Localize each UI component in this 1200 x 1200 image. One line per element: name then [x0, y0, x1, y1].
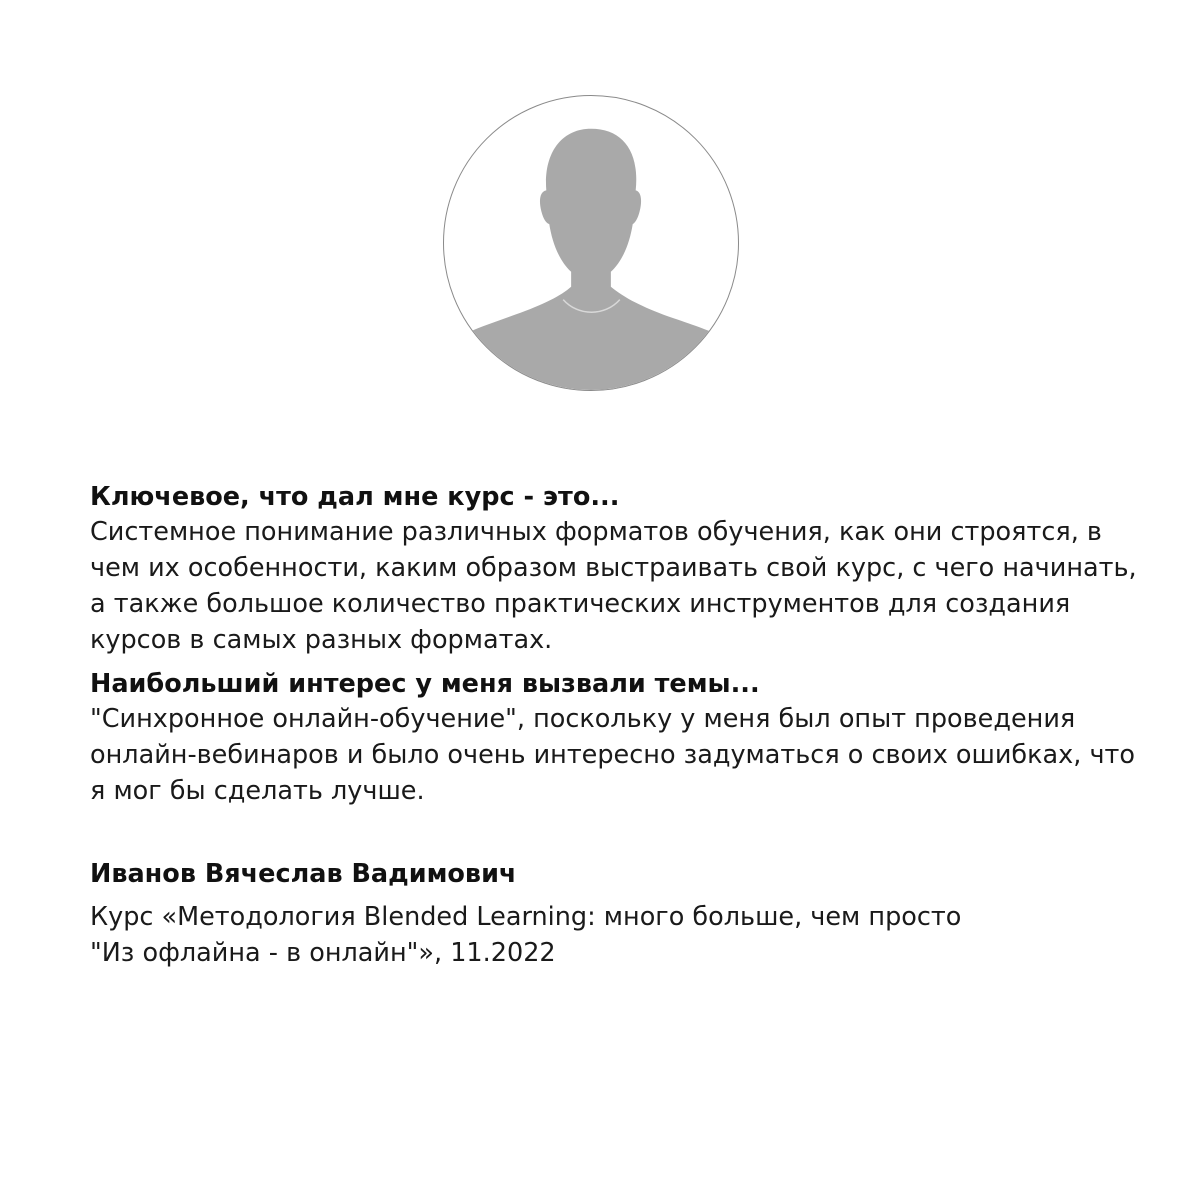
question-2-answer: "Синхронное онлайн-обучение", поскольку у меня был опыт проведения онлайн-вебинаров и было очень интересно задуматься о своих ошибках, что я мог бы сделать лучше. [90, 704, 1135, 806]
avatar [443, 95, 739, 391]
question-1-heading: Ключевое, что дал мне курс - это... [90, 482, 620, 512]
author-name: Иванов Вячеслав Вадимович [90, 859, 517, 889]
course-line-2: "Из офлайна - в онлайн"», 11.2022 [90, 938, 556, 968]
course-line-1: Курс «Методология Blended Learning: много больше, чем просто [90, 902, 962, 932]
testimonial [90, 480, 1150, 971]
question-2-heading: Наибольший интерес у меня вызвали темы... [90, 669, 760, 699]
course-info [90, 899, 1150, 971]
question-1-answer: Системное понимание различных форматов обучения, как они строятся, в чем их особенности, каким образом выстраивать свой курс, с чего начинать, а также большое количество практических инструментов для создания курсов в самых разных форматах. [90, 517, 1137, 655]
person-silhouette-icon [444, 96, 738, 390]
